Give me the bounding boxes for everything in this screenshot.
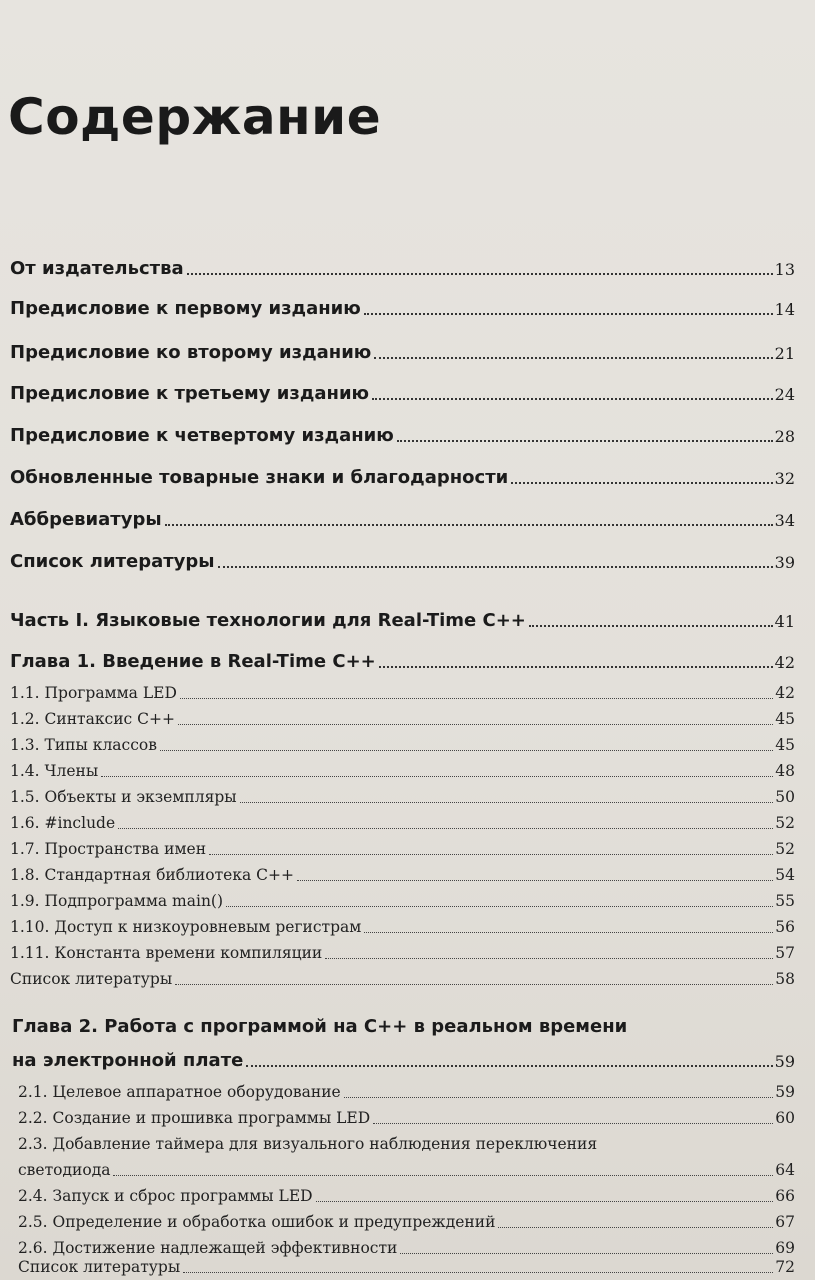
entry-page: 32 [774,469,795,488]
section-page: 69 [775,1239,795,1257]
section-title: Список литературы [10,970,173,988]
section-page: 59 [775,1083,795,1101]
toc-entry [10,509,795,530]
section-page: 57 [775,944,795,962]
toc-entry [10,258,795,279]
dot-leader [178,723,773,725]
dot-leader [209,853,773,855]
section-title: 1.4. Члены [10,762,99,780]
entry-title: Аббревиатуры [10,509,162,530]
section-title: 1.3. Типы классов [10,736,157,754]
section-title: светодиода [18,1161,111,1179]
dot-leader [316,1200,774,1202]
dot-leader [364,931,773,933]
section-title: 1.2. Синтаксис C++ [10,710,175,728]
toc-section-entry [18,1109,795,1127]
chapter-title-line2: на электронной плате [12,1050,244,1071]
section-page: 45 [775,710,795,728]
toc-section-entry [18,1187,795,1205]
entry-page: 24 [774,385,795,404]
section-title: 2.2. Создание и прошивка программы LED [18,1109,371,1127]
section-title: 1.11. Константа времени компиляции [10,944,323,962]
dot-leader [364,312,773,315]
dot-leader [344,1096,774,1098]
toc-chapter-entry [12,1050,795,1071]
section-title: 1.1. Программа LED [10,684,177,702]
section-page: 45 [775,736,795,754]
toc-section-entry [10,944,795,962]
toc-section-entry [10,762,795,780]
part-page: 41 [774,612,795,631]
chapter-title-line1: Глава 2. Работа с программой на C++ в реальном времени [12,1016,628,1037]
entry-title: Предисловие к первому изданию [10,298,361,319]
toc-section-entry [10,736,795,754]
toc-part-entry [10,610,795,631]
entry-page: 21 [774,344,795,363]
toc-section-entry [10,970,795,988]
dot-leader [379,665,773,668]
section-title: 1.10. Доступ к низкоуровневым регистрам [10,918,362,936]
toc-section-entry [10,918,795,936]
dot-leader [113,1174,773,1176]
dot-leader [218,565,773,568]
toc-section-entry [18,1239,795,1257]
chapter-page: 59 [774,1052,795,1071]
dot-leader [325,957,773,959]
dot-leader [101,775,773,777]
toc-section-entry [18,1083,795,1101]
dot-leader [118,827,773,829]
section-title: 2.4. Запуск и сброс программы LED [18,1187,313,1205]
toc-section-entry [10,710,795,728]
toc-entry [10,551,795,572]
section-title: 2.5. Определение и обработка ошибок и предупреждений [18,1213,496,1231]
entry-title: От издательства [10,258,184,279]
section-title: Список литературы [18,1258,181,1276]
dot-leader [183,1271,773,1273]
section-page: 66 [775,1187,795,1205]
dot-leader [372,397,773,400]
dot-leader [226,905,773,907]
dot-leader [400,1252,773,1254]
dot-leader [374,356,772,359]
section-title: 1.5. Объекты и экземпляры [10,788,237,806]
dot-leader [297,879,773,881]
section-title: 1.8. Стандартная библиотека C++ [10,866,295,884]
section-page: 54 [775,866,795,884]
toc-chapter-entry [10,651,795,672]
section-page: 60 [775,1109,795,1127]
dot-leader [397,439,773,442]
entry-title: Список литературы [10,551,215,572]
toc-section-entry [10,684,795,702]
chapter-title: Глава 1. Введение в Real-Time C++ [10,651,376,672]
dot-leader [246,1064,772,1067]
entry-title: Обновленные товарные знаки и благодарности [10,467,509,488]
toc-section-entry [18,1258,795,1276]
section-page: 58 [775,970,795,988]
part-title: Часть I. Языковые технологии для Real-Time C++ [10,610,526,631]
entry-title: Предисловие к четвертому изданию [10,425,394,446]
dot-leader [187,272,773,275]
toc-entry [10,342,795,363]
section-page: 67 [775,1213,795,1231]
section-page: 48 [775,762,795,780]
section-page: 52 [775,840,795,858]
toc-section-entry [18,1213,795,1231]
section-title: 1.7. Пространства имен [10,840,207,858]
dot-leader [529,624,773,627]
entry-page: 28 [774,427,795,446]
toc-entry [10,425,795,446]
toc-section-entry [10,788,795,806]
section-page: 52 [775,814,795,832]
toc-section-entry [10,814,795,832]
dot-leader [373,1122,773,1124]
section-page: 42 [775,684,795,702]
toc-section-entry [18,1161,795,1179]
page-title: Содержание [8,88,382,146]
dot-leader [175,983,773,985]
dot-leader [165,523,773,526]
section-title: 1.9. Подпрограмма main() [10,892,224,910]
section-title: 1.6. #include [10,814,116,832]
section-title-line1: 2.3. Добавление таймера для визуального наблюдения переключения [18,1135,598,1153]
entry-title: Предисловие к третьему изданию [10,383,370,404]
section-title: 2.1. Целевое аппаратное оборудование [18,1083,341,1101]
section-page: 64 [775,1161,795,1179]
dot-leader [498,1226,773,1228]
entry-page: 34 [774,511,795,530]
section-title: 2.6. Достижение надлежащей эффективности [18,1239,398,1257]
entry-title: Предисловие ко второму изданию [10,342,372,363]
toc-entry [10,467,795,488]
dot-leader [160,749,773,751]
toc-section-entry [10,840,795,858]
section-page: 55 [775,892,795,910]
toc-entry [10,298,795,319]
dot-leader [240,801,774,803]
entry-page: 14 [774,300,795,319]
section-page: 50 [775,788,795,806]
toc-entry [10,383,795,404]
entry-page: 13 [774,260,795,279]
section-page: 72 [775,1258,795,1276]
dot-leader [511,481,772,484]
toc-section-entry [10,866,795,884]
chapter-page: 42 [774,653,795,672]
dot-leader [180,697,773,699]
entry-page: 39 [774,553,795,572]
section-page: 56 [775,918,795,936]
toc-section-entry [10,892,795,910]
